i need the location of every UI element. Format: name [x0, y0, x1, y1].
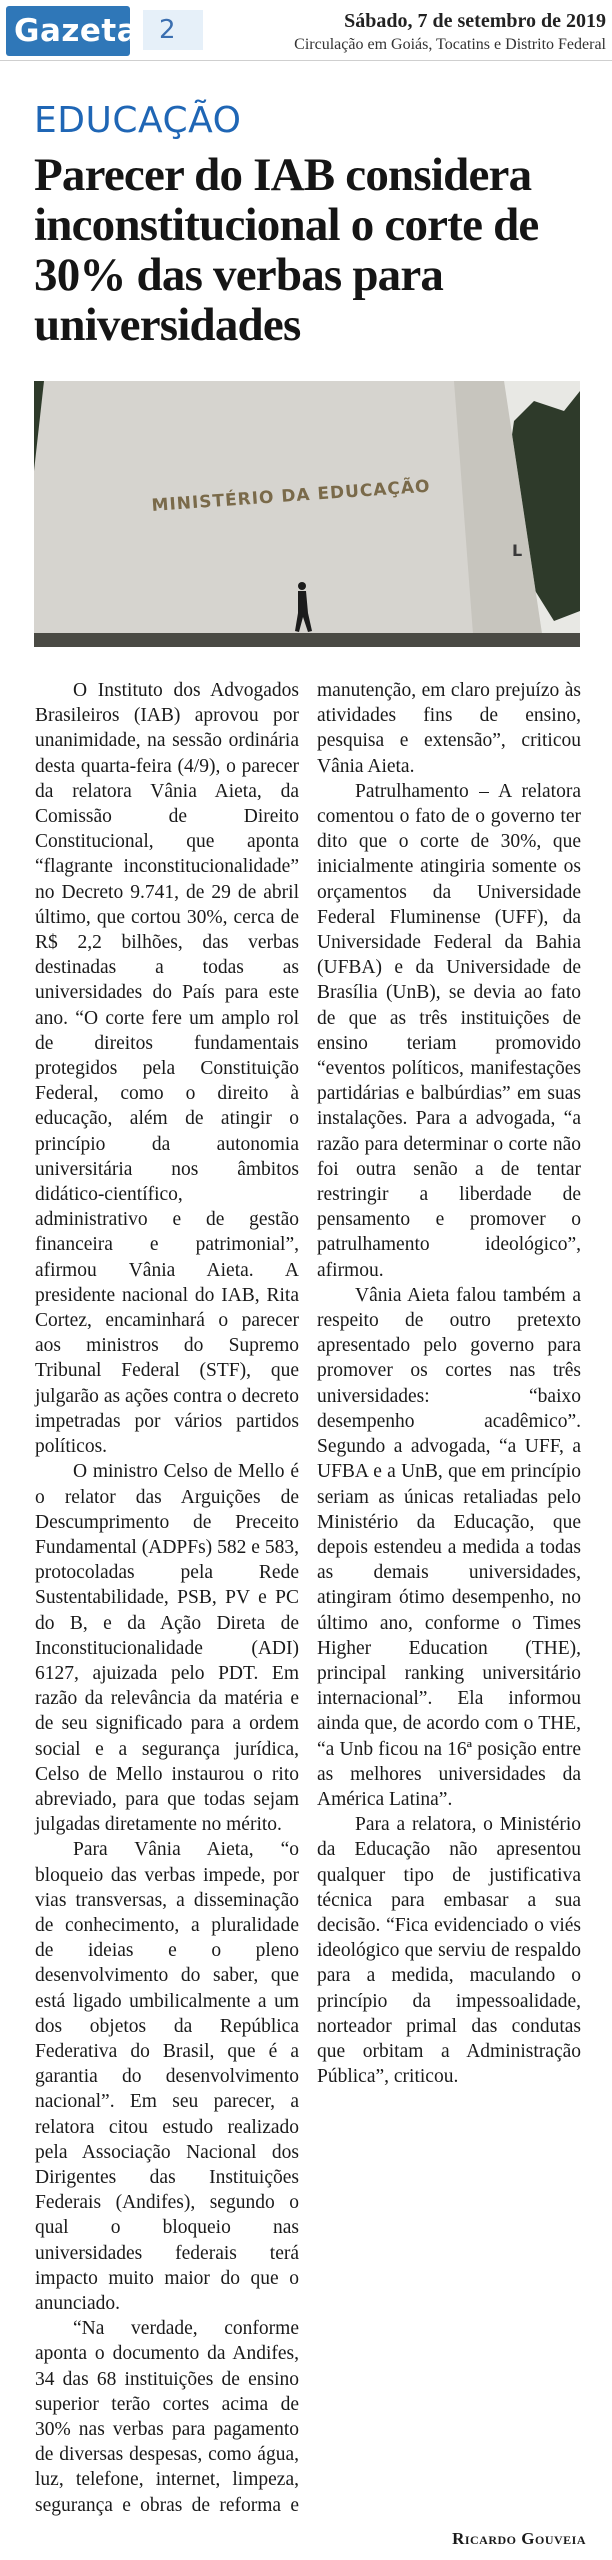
article-photo	[34, 381, 580, 647]
paragraph-6: Vânia Aieta falou também a respeito de outro pretexto apresentado pelo governo para promover os cortes nas três universidades: “baixo desempenho acadêmico”. Segundo a advogada, “a UFF, a UFBA e a UnB, que em princípio seriam as únicas retaliadas pelo Ministério da Educação, que depois estendeu a medida a todas as demais universidades, atingiram ótimo desempenho, no último ano, conforme o Times Higher Education (THE), principal ranking universitário internacional”. Ela informou ainda que, de acordo com o THE, “a Unb ficou na 16ª posição entre as melhores universidades da América Latina”.	[317, 1284, 581, 1810]
edition-date: Sábado, 7 de setembro de 2019	[344, 10, 606, 32]
paragraph-1: O Instituto dos Advogados Brasileiros (IAB) aprovou por unanimidade, na sessão ordinária desta quarta-feira (4/9), o parecer da relatora Vânia Aieta, da Comissão de Direito Constitucional, que aponta “flagrante inconstitucionalidade” no Decreto 9.741, de 29 de abril último, que cortou 30%, cerca de R$ 2,2 bilhões, das verbas destinadas a todas as universidades do País para este ano. “O corte fere um amplo rol de direitos fundamentais protegidos pela Constituição Federal, como o direito à educação, além de atingir o princípio da autonomia universitária nos âmbitos didático-científico, administrativo e de gestão financeira e patrimonial”, afirmou Vânia Aieta. A presidente nacional do IAB, Rita Cortez, encaminhará o parecer aos ministros do Supremo Tribunal Federal (STF), que julgarão as ações contra o decreto impetradas por vários partidos políticos.	[35, 680, 299, 1458]
paragraph-5: Patrulhamento – A relatora comentou o fato de o governo ter dito que o corte de 30%, que inicialmente atingiria somente os orçamentos da Universidade Federal Fluminense (UFF), da Universidade Federal da Bahia (UFBA) e da Universidade de Brasília (UnB), se devia ao fato de que as três instituições de ensino teriam promovido “eventos políticos, manifestações partidárias e balbúrdias” em suas instalações. Para a advogada, “a razão para determinar o corte não foi outra senão a de tentar restringir a liberdade de pensamento e promover o patrulhamento ideológico”, afirmou.	[317, 780, 581, 1281]
paragraph-4: “Na verdade, conforme aponta o documento da Andifes, 34 das 68 instituições de ensino superior terão cortes acima de 30% nas verbas para pagamento de diversas despesas, como água, luz, telefone, internet, limpeza, segurança e obras de reforma e manutenção, em claro prejuízo às atividades fins de ensino, pesquisa e extensão”, criticou Vânia Aieta.	[35, 680, 581, 2516]
page-number: 2	[143, 10, 203, 50]
article-headline: Parecer do IAB considera inconstitucional o corte de 30% das verbas para universidades	[34, 149, 539, 351]
paragraph-3: Para Vânia Aieta, “o bloqueio das verbas impede, por vias transversas, a disseminação de conhecimento, a pluralidade de ideias e o pleno desenvolvimento do saber, que está ligado umbilicalmente a um dos objetos da República Federativa do Brasil, que é a garantia do desenvolvimento nacional”. Em seu parecer, a relatora citou estudo realizado pela Associação Nacional dos Dirigentes das Instituições Federais (Andifes), segundo o qual o bloqueio nas universidades federais terá impacto muito maior do que o anunciado.	[35, 1839, 299, 2314]
paragraph-7: Para a relatora, o Ministério da Educação não apresentou qualquer tipo de justificativa técnica para embasar a sua decisão. “Fica evidenciado o viés ideológico que serviu de respaldo para a medida, maculando o princípio da impessoalidade, norteador primal das condutas que orbitam a Administração Pública”, criticou.	[317, 1814, 581, 2088]
photo-building-sign: MINISTÉRIO DA EDUCAÇÃO	[150, 476, 432, 516]
section-label: EDUCAÇÃO	[34, 100, 242, 141]
author-byline: Ricardo Gouveia	[452, 2529, 586, 2548]
newspaper-logo[interactable]: Gazeta	[6, 6, 130, 56]
masthead	[0, 0, 612, 61]
photo-wall-letter: L	[512, 541, 523, 560]
circulation-area: Circulação em Goiás, Tocatins e Distrito Federal	[294, 36, 606, 53]
paragraph-2: O ministro Celso de Mello é o relator das Arguições de Descumprimento de Preceito Fundamental (ADPFs) 582 e 583, protocoladas pela Rede Sustentabilidade, PSB, PV e PC do B, e da Ação Direta de Inconstitucionalidade (ADI) 6127, ajuizada pelo PDT. Em razão da relevância da matéria e de seu significado para a ordem social e a segurança jurídica, Celso de Mello instaurou o rito abreviado, para que todas sejam julgadas diretamente no mérito.	[35, 1461, 299, 1836]
article-body	[35, 678, 581, 2523]
photo-ground	[34, 633, 580, 647]
